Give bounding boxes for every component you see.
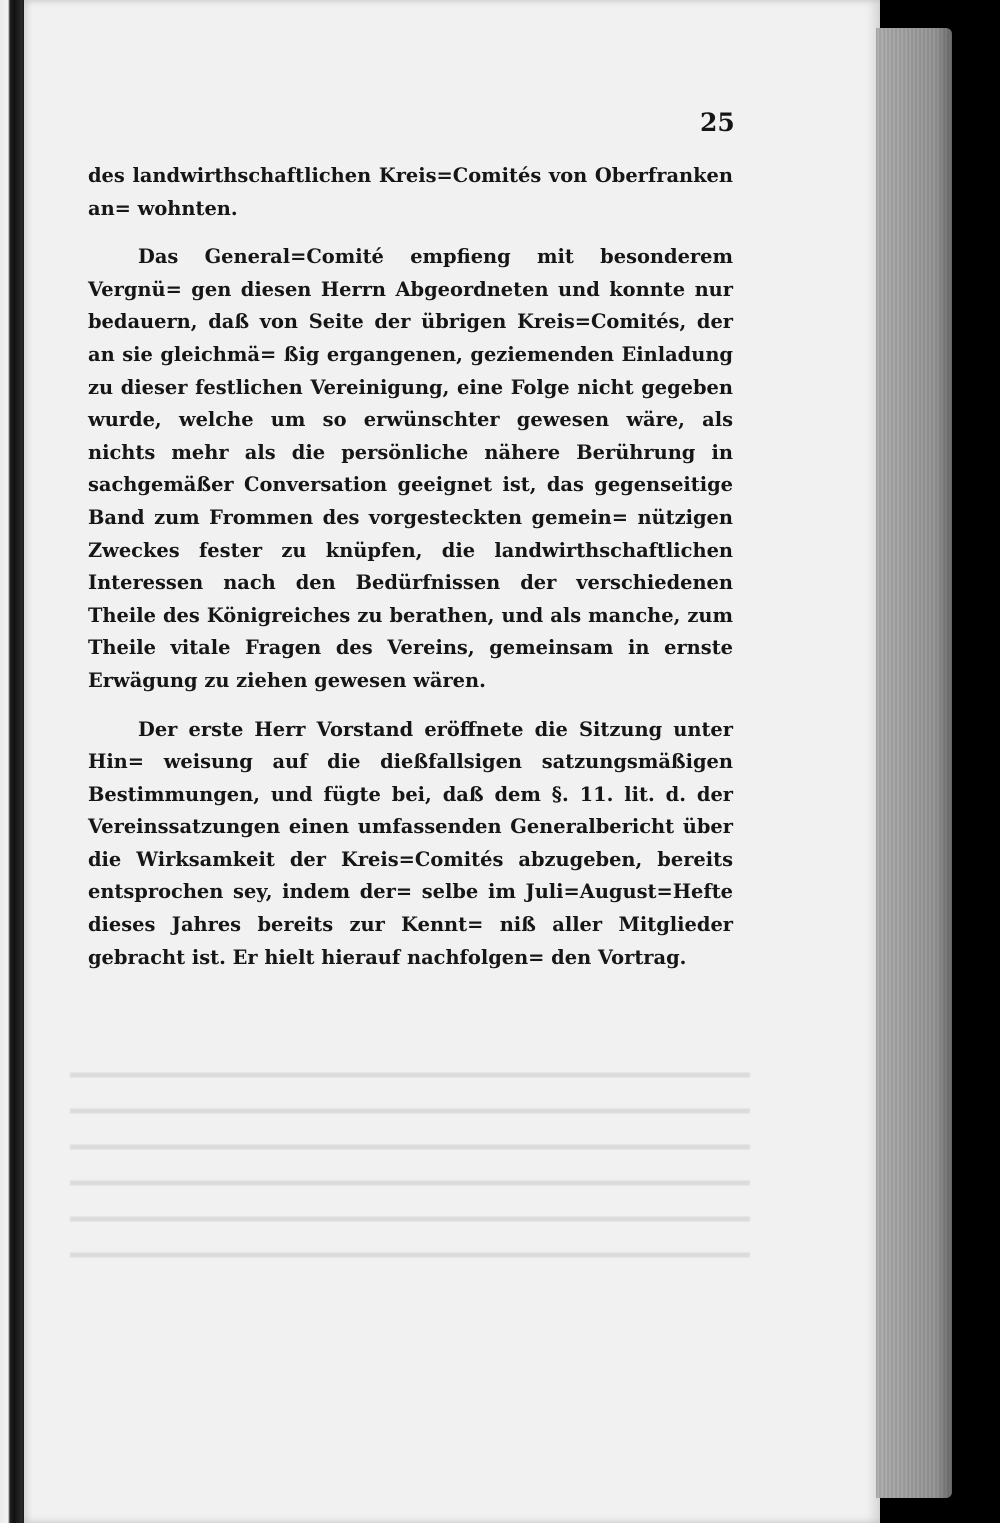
show-through-text	[70, 1050, 750, 1270]
body-text	[88, 160, 733, 990]
paragraph-1: des landwirthschaftlichen Kreis=Comités von Oberfranken an= wohnten.	[88, 164, 733, 220]
paragraph-3: Der erste Herr Vorstand eröffnete die Sitzung unter Hin= weisung auf die dießfallsigen satzungsmäßigen Bestimmungen, und fügte bei, daß dem §. 11. lit. d. der Vereinssatzungen einen umfassenden Generalbericht über die Wirksamkeit der Kreis=Comités abzugeben, bereits entsprochen sey, indem der= selbe im Juli=August=Hefte dieses Jahres bereits zur Kennt= niß aller Mitglieder gebracht ist. Er hielt hierauf nachfolgen= den Vortrag.	[88, 717, 733, 969]
paragraph-2: Das General=Comité empfieng mit besonderem Vergnü= gen diesen Herrn Abgeordneten und konnte nur bedauern, daß von Seite der übrigen Kreis=Comités, der an sie gleichmä= ßig ergangenen, geziemenden Einladung zu dieser festlichen Vereinigung, eine Folge nicht gegeben wurde, welche um so erwünschter gewesen wäre, als nichts mehr als die persönliche nähere Berührung in sachgemäßer Conversation geeignet ist, das gegenseitige Band zum Frommen des vorgesteckten gemein= nützigen Zweckes fester zu knüpfen, die landwirthschaftlichen Interessen nach den Bedürfnissen der verschiedenen Theile des Königreiches zu berathen, und als manche, zum Theile vitale Fragen des Vereins, gemeinsam in ernste Erwägung zu ziehen gewesen wären.	[88, 245, 733, 692]
page-stack-edge	[876, 28, 952, 1498]
previous-page-edge	[0, 0, 24, 1523]
page-number: 25	[700, 108, 735, 137]
